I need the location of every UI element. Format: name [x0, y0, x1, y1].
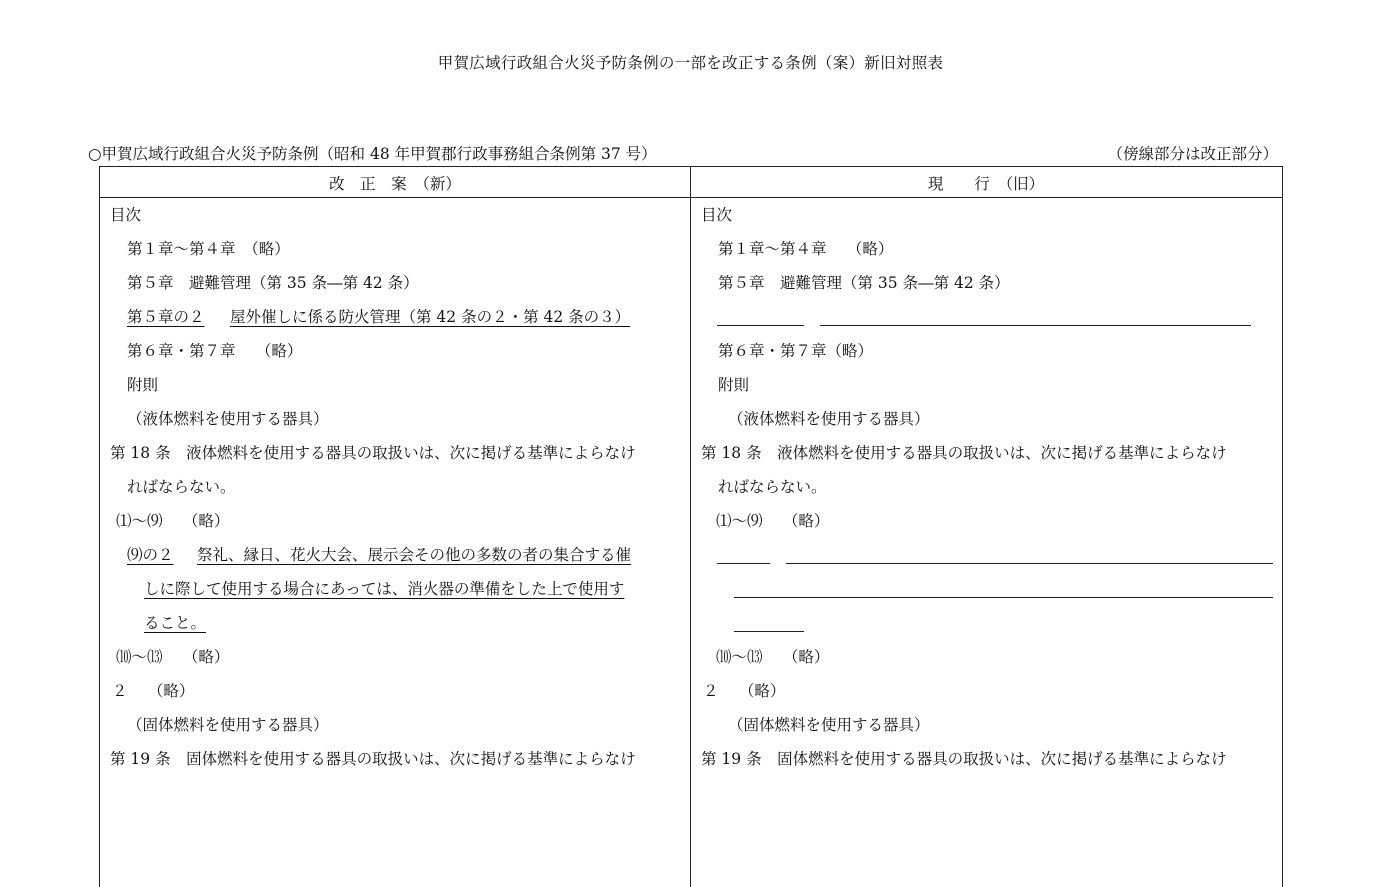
old-ch1-4: 第１章～第４章 （略）	[718, 240, 894, 258]
new-item9-2-line3: ること。	[144, 614, 207, 632]
new-ch5: 第５章 避難管理（第 35 条―第 42 条）	[127, 274, 419, 292]
new-ch5-2-title: 屋外催しに係る防火管理（第 42 条の２・第 42 条の３）	[230, 308, 631, 326]
old-paragraph-2: ２ （略）	[703, 682, 786, 700]
new-paragraph-2: ２ （略）	[112, 682, 195, 700]
old-art19-line1: 第 19 条 固体燃料を使用する器具の取扱いは、次に掲げる基準によらなけ	[701, 750, 1227, 768]
old-ch6-7: 第６章・第７章（略）	[718, 342, 874, 360]
old-toc: 目次	[701, 206, 733, 224]
header-new: 改 正 案 （新）	[329, 175, 461, 193]
new-caption-art19: （固体燃料を使用する器具）	[127, 716, 329, 734]
new-art18-line2: ればならない。	[127, 478, 236, 496]
new-ch6-7: 第６章・第７章 （略）	[127, 342, 303, 360]
old-items-10-13: ⑽～⒀ （略）	[716, 648, 830, 666]
old-items-1-9: ⑴～⑼ （略）	[716, 512, 830, 530]
ordinance-name: ○甲賀広域行政組合火災予防条例（昭和 48 年甲賀郡行政事務組合条例第 37 号）	[88, 145, 657, 163]
new-item9-2-line2: しに際して使用する場合にあっては、消火器の準備をした上で使用す	[144, 580, 625, 598]
old-art18-line1: 第 18 条 液体燃料を使用する器具の取扱いは、次に掲げる基準によらなけ	[701, 444, 1227, 462]
old-blank-line	[786, 563, 1273, 564]
new-ch5-2-number: 第５章の２	[127, 308, 205, 326]
header-divider	[100, 197, 1282, 198]
new-item9-2-line1: 祭礼、縁日、花火大会、展示会その他の多数の者の集合する催	[197, 546, 632, 564]
new-toc: 目次	[110, 206, 142, 224]
page-title: 甲賀広域行政組合火災予防条例の一部を改正する条例（案）新旧対照表	[437, 54, 944, 72]
old-supplementary: 附則	[718, 376, 750, 394]
old-caption-art19: （固体燃料を使用する器具）	[728, 716, 930, 734]
underline-note: （傍線部分は改正部分）	[1107, 145, 1278, 163]
subheading	[88, 142, 1278, 162]
old-ch5: 第５章 避難管理（第 35 条―第 42 条）	[718, 274, 1010, 292]
old-blank-line	[734, 597, 1273, 598]
comparison-table	[99, 166, 1283, 887]
old-art18-line2: ればならない。	[718, 478, 827, 496]
old-caption-art18: （液体燃料を使用する器具）	[728, 410, 930, 428]
new-art19-line1: 第 19 条 固体燃料を使用する器具の取扱いは、次に掲げる基準によらなけ	[110, 750, 636, 768]
new-supplementary: 附則	[127, 376, 159, 394]
new-items-1-9: ⑴～⑼ （略）	[116, 512, 230, 530]
header-old: 現 行 （旧）	[927, 175, 1045, 193]
old-blank-line	[717, 325, 804, 326]
new-art18-line1: 第 18 条 液体燃料を使用する器具の取扱いは、次に掲げる基準によらなけ	[110, 444, 636, 462]
old-blank-line	[820, 325, 1251, 326]
new-caption-art18: （液体燃料を使用する器具）	[127, 410, 329, 428]
old-blank-line	[734, 631, 804, 632]
new-ch1-4: 第１章～第４章 （略）	[127, 240, 290, 258]
old-blank-line	[717, 563, 770, 564]
column-divider	[690, 167, 691, 887]
new-items-10-13: ⑽～⒀ （略）	[116, 648, 230, 666]
new-item9-2-number: ⑼の２	[127, 546, 174, 564]
